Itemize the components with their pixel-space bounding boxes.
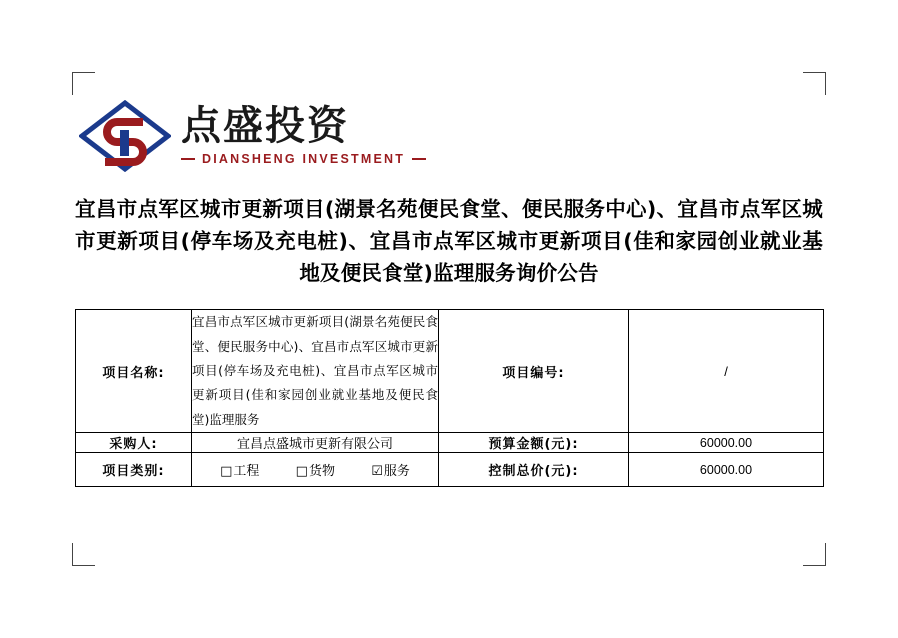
label-budget-amount: 预算金额(元): <box>439 433 629 453</box>
crop-mark-top-left <box>72 72 95 95</box>
logo-rule-right <box>412 158 426 160</box>
document-content <box>75 100 823 487</box>
value-purchaser: 宜昌点盛城市更新有限公司 <box>192 433 439 453</box>
table-row <box>76 310 824 433</box>
category-label-service: 服务 <box>383 464 410 480</box>
crop-mark-bottom-left <box>72 543 95 566</box>
label-project-number: 项目编号: <box>439 310 629 433</box>
project-info-table <box>75 309 824 487</box>
logo-english-name: DIANSHENG INVESTMENT <box>202 152 406 166</box>
crop-mark-top-right <box>803 72 826 95</box>
table-row <box>76 433 824 453</box>
page-title: 宜昌市点军区城市更新项目(湖景名苑便民食堂、便民服务中心)、宜昌市点军区城市更新项目(停车场及充电桩)、宜昌市点军区城市更新项目(佳和家园创业就业基地及便民食堂)监理服务询价公告 <box>75 197 823 285</box>
crop-mark-bottom-right <box>803 543 826 566</box>
value-project-number: / <box>629 310 824 433</box>
logo-text <box>181 104 426 168</box>
label-project-category: 项目类别: <box>76 453 192 487</box>
category-option-goods[interactable] <box>296 460 335 479</box>
logo-chinese-name: 点盛投资 <box>181 103 349 149</box>
logo-mark-icon <box>79 100 171 172</box>
label-purchaser: 采购人: <box>76 433 192 453</box>
checkbox-goods-icon[interactable]: □ <box>295 464 308 480</box>
logo-rule-left <box>181 158 195 160</box>
table-row <box>76 453 824 487</box>
category-option-service[interactable] <box>371 460 410 479</box>
category-options <box>192 453 438 486</box>
label-control-price: 控制总价(元): <box>439 453 629 487</box>
value-project-category <box>192 453 439 487</box>
checkbox-engineering-icon[interactable]: □ <box>220 464 233 480</box>
value-project-name: 宜昌市点军区城市更新项目(湖景名苑便民食堂、便民服务中心)、宜昌市点军区城市更新项目(停车场及充电桩)、宜昌市点军区城市更新项目(佳和家园创业就业基地及便民食堂)监理服务 <box>192 310 439 433</box>
value-budget-amount: 60000.00 <box>629 433 824 453</box>
value-control-price: 60000.00 <box>629 453 824 487</box>
label-project-name: 项目名称: <box>76 310 192 433</box>
category-label-goods: 货物 <box>308 464 335 480</box>
category-label-engineering: 工程 <box>233 464 260 480</box>
checkbox-service-icon[interactable]: ☑ <box>371 464 383 480</box>
company-logo <box>79 100 823 172</box>
logo-english-row <box>181 152 426 166</box>
category-option-engineering[interactable] <box>220 460 259 479</box>
